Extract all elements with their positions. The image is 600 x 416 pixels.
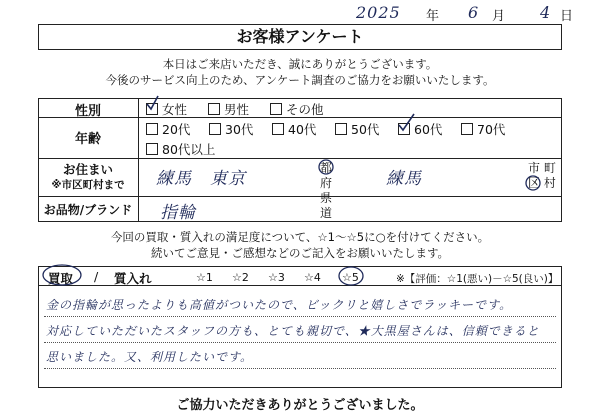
item-label: お品物/ブランド — [43, 203, 133, 217]
address-label: お住まい — [62, 162, 113, 177]
type-shichiire[interactable]: 質入れ — [114, 271, 152, 286]
address-handwritten-pref: 練馬 東京 — [156, 169, 246, 189]
comment-line: 金の指輪が思ったよりも高値がついたので、ビックリと嬉しさでラッキーです。 — [46, 298, 513, 312]
age-option-30s[interactable]: 30代 — [209, 120, 253, 138]
circle-star-5 — [339, 267, 363, 285]
age-option-40s[interactable]: 40代 — [272, 120, 316, 138]
date-month: 6 — [468, 3, 480, 22]
age-option-80s[interactable]: 80代以上 — [146, 140, 215, 158]
age-label: 年齢 — [74, 132, 101, 147]
city-suffix: 市 町 区 村 — [528, 161, 556, 190]
page-title: お客様アンケート — [236, 27, 364, 46]
gender-option-male[interactable]: 男性 — [208, 100, 249, 118]
question-line: 今回の買取・質入れの満足度について、☆1～☆5に○を付けてください。 — [110, 230, 490, 244]
type-kaitori[interactable]: 買取 — [48, 271, 74, 286]
gender-label: 性別 — [74, 104, 101, 119]
circle-pref-to — [319, 160, 333, 174]
date-year: 2025 — [356, 3, 401, 22]
question-line: 続いてご意見・ご感想などのご記入をお願いいたします。 — [150, 246, 450, 260]
date-year-unit: 年 — [426, 9, 440, 24]
rating-legend: ※【評価：☆1(悪い)－☆5(良い)】 — [396, 273, 559, 285]
comment-line: 思いました。又、利用したいです。 — [46, 350, 254, 364]
star-5[interactable]: ☆5 — [342, 271, 359, 284]
comment-line: 対応していただいたスタッフの方も、とても親切で、★大黒屋さんは、信頼できると — [46, 324, 540, 338]
star-3[interactable]: ☆3 — [268, 271, 285, 284]
address-handwritten-city: 練馬 — [386, 169, 422, 189]
check-mark-60s — [399, 114, 414, 130]
item-handwritten: 指輪 — [160, 203, 196, 223]
address-sublabel: ※市区町村まで — [51, 179, 125, 191]
type-separator: / — [94, 269, 99, 284]
star-2[interactable]: ☆2 — [232, 271, 249, 284]
gender-option-other[interactable]: その他 — [270, 100, 324, 118]
date-month-unit: 月 — [492, 9, 506, 24]
circle-city-ku — [526, 176, 540, 190]
footer-thanks: ご協力いただきありがとうございました。 — [176, 398, 424, 413]
date-day: 4 — [540, 3, 552, 22]
intro-line: 今後のサービス向上のため、アンケート調査のご協力をお願いいたします。 — [105, 73, 495, 87]
gender-option-female[interactable]: 女性 — [146, 100, 187, 118]
age-option-50s[interactable]: 50代 — [335, 120, 379, 138]
star-1[interactable]: ☆1 — [196, 271, 213, 284]
age-option-20s[interactable]: 20代 — [146, 120, 190, 138]
intro-line: 本日はご来店いただき、誠にありがとうございます。 — [162, 57, 438, 71]
star-4[interactable]: ☆4 — [304, 271, 321, 284]
age-option-60s[interactable]: 60代 — [398, 120, 442, 138]
circle-kaitori — [43, 265, 81, 285]
date-day-unit: 日 — [560, 9, 574, 24]
pref-suffix: 都 府 県 道 — [320, 161, 333, 220]
check-mark-female — [147, 96, 158, 109]
age-option-70s[interactable]: 70代 — [461, 120, 505, 138]
